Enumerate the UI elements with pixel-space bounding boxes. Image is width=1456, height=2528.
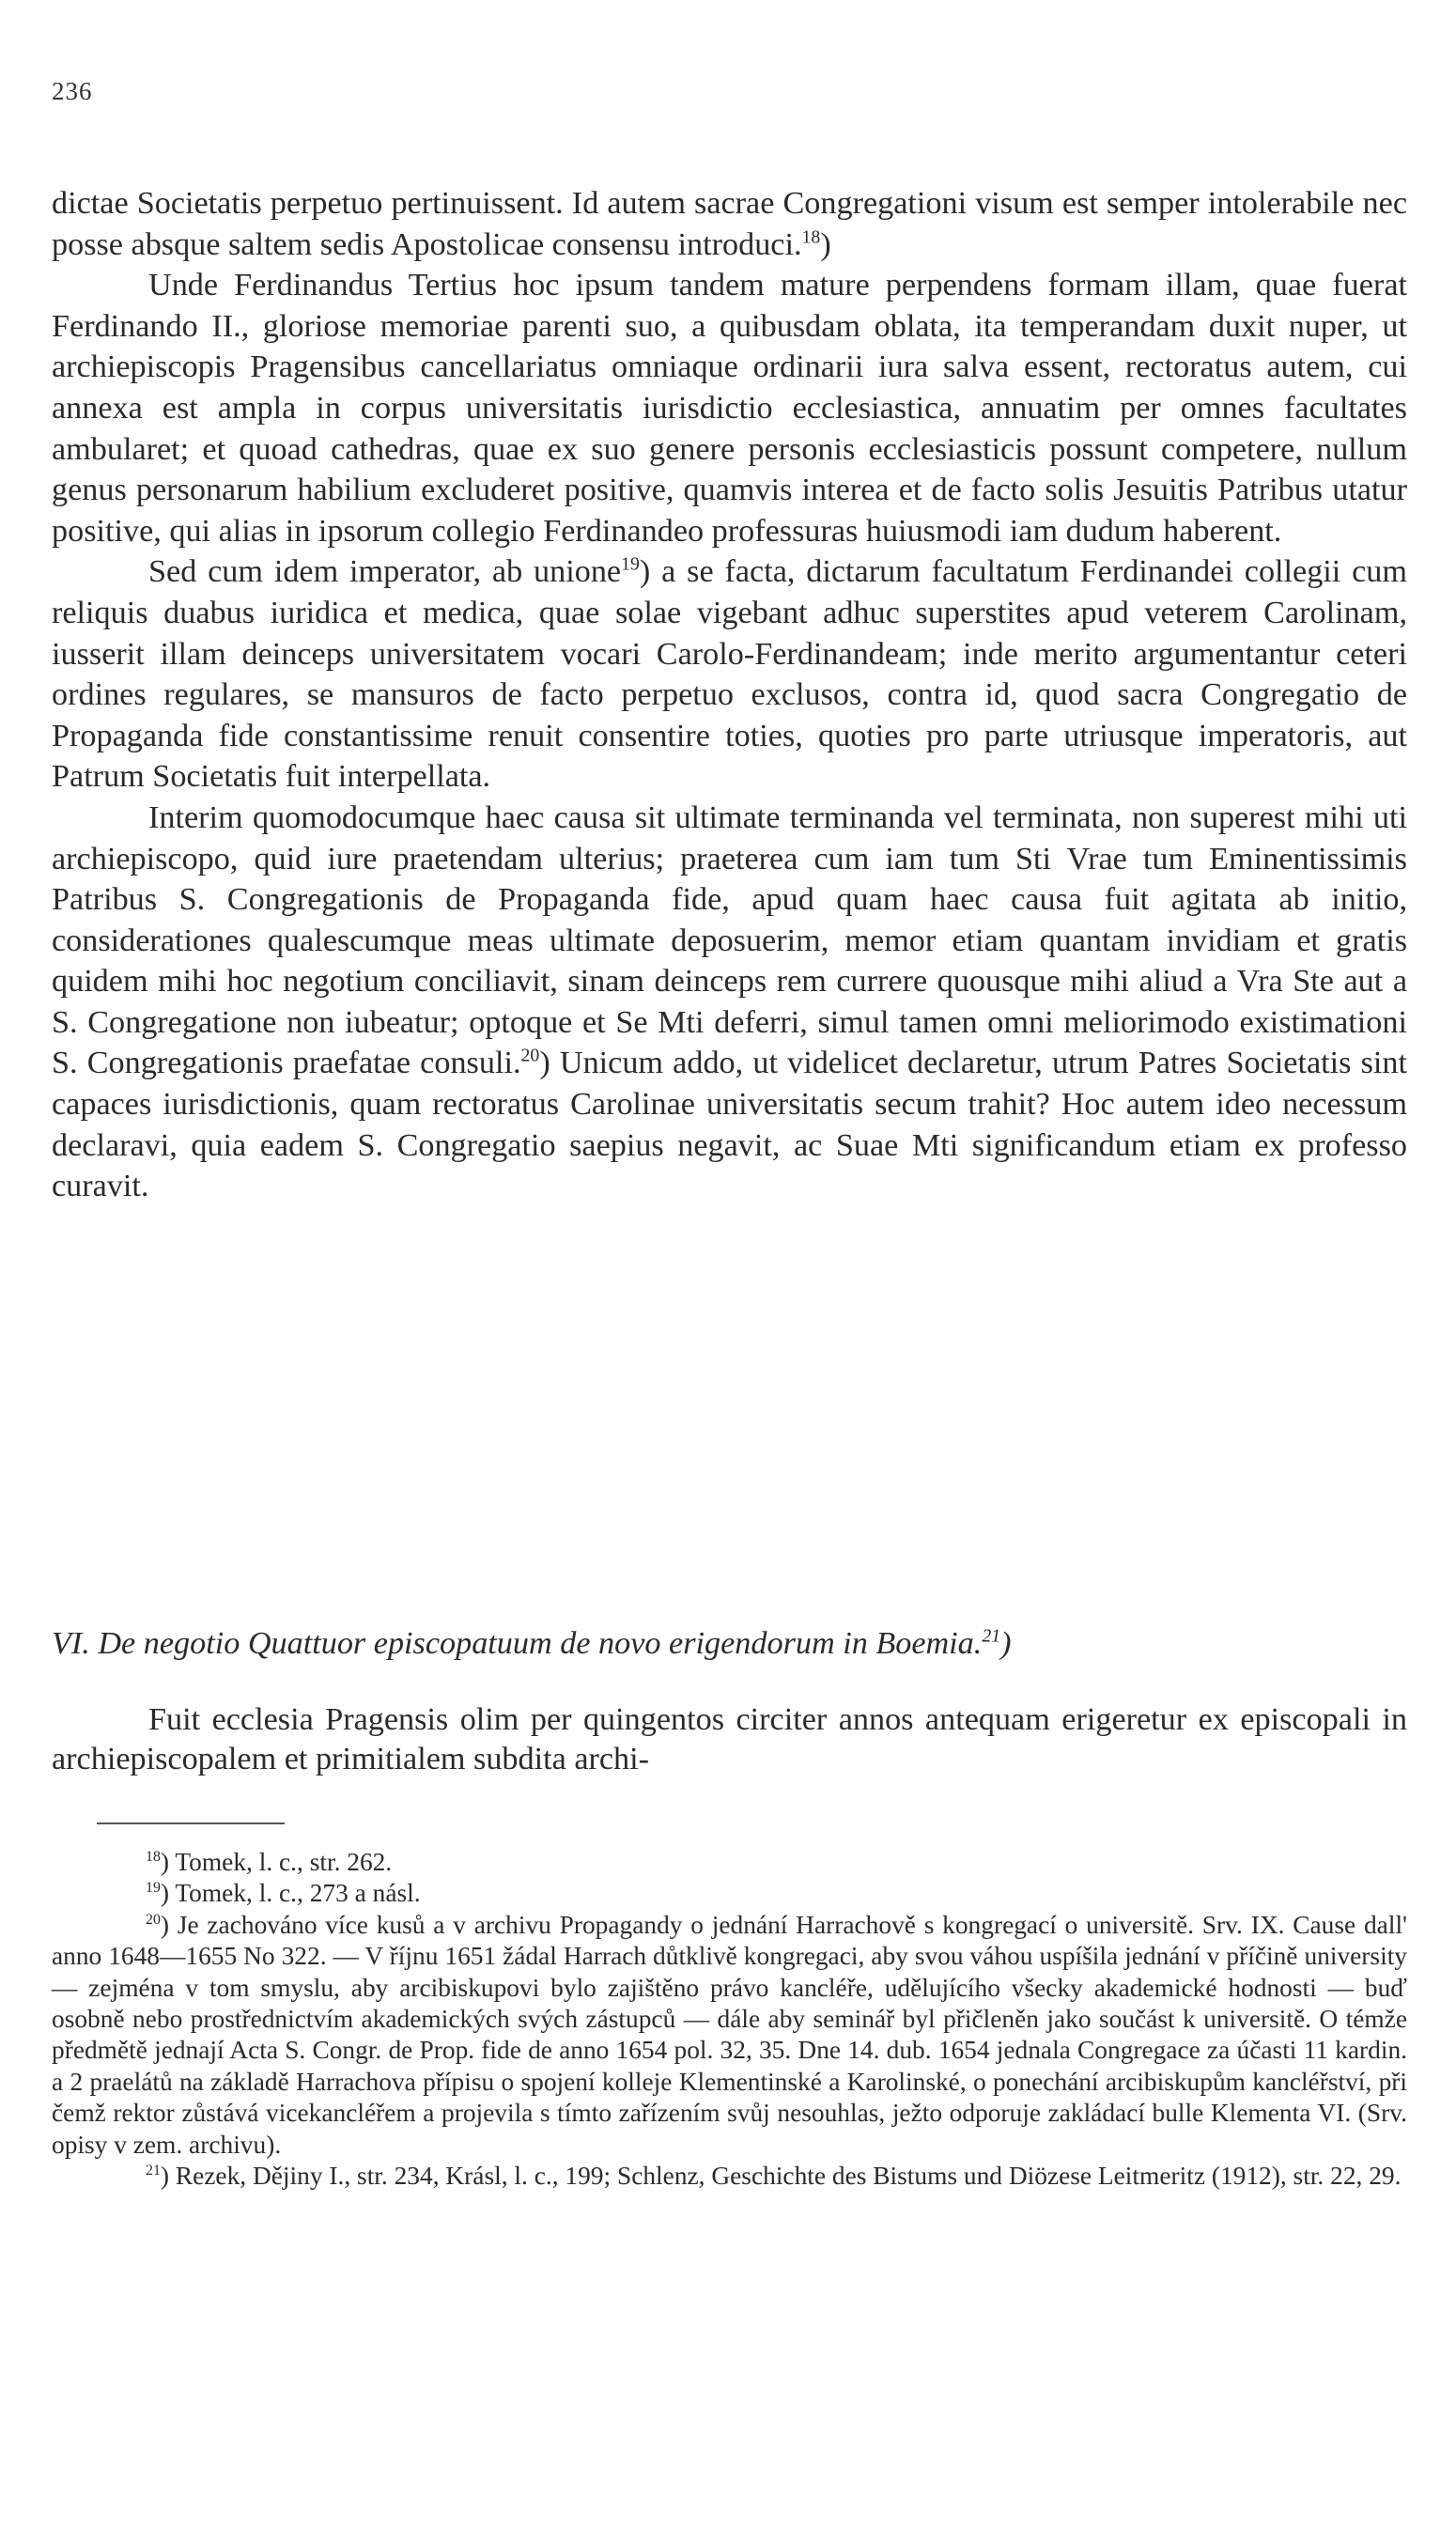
- footnote-19: [52, 1878, 1407, 1909]
- paragraph-1: [52, 183, 1407, 265]
- footnote-text: ) Tomek, l. c., 273 a násl.: [160, 1879, 421, 1908]
- paragraph-2: Unde Ferdinandus Tertius hoc ipsum tandem mature perpendens formam illam, quae fuerat Ferdinando II., gloriose memoriae parenti suo, a quibusdam oblata, ita temperandam duxit nuper, ut archiepiscopis Pragensibus cancellariatus omniaque ordinarii iura salva essent, rectoratus autem, cui annexa est ampla in corpus universitatis iurisdictio ecclesiastica, annuatim per omnes facultates ambularet; et quoad cathedras, quae ex suo genere personis ecclesiasticis possunt competere, nullum genus personarum habilium excluderet positive, quamvis interea et de facto solis Jesuitis Patribus utatur positive, qui alias in ipsorum collegio Ferdinandeo professuras huiusmodi iam dudum haberent.: [52, 268, 1407, 549]
- footnotes: [52, 1847, 1407, 2192]
- footnote-text: ) Rezek, Dějiny I., str. 234, Krásl, l. c., 199; Schlenz, Geschichte des Bistums und Diözese Leitmeritz (1912), str. 22, 29.: [160, 2162, 1402, 2191]
- paragraph-4-text-b: ) Unicum addo, ut videlicet declaretur, utrum Patres Societatis sint capaces iurisdictionis, quam rectoratus Carolinae universitatis secum trahit? Hoc autem ideo necessum declaravi, quia eadem S. Congregatio saepius negavit, ac Suae Mti significandum etiam ex professo curavit.: [52, 1046, 1408, 1204]
- footnote-18: [52, 1847, 1407, 1878]
- footnote-text: ) Tomek, l. c., str. 262.: [160, 1848, 393, 1876]
- footnote-ref-close: ): [820, 226, 831, 262]
- footnote-divider: [97, 1822, 285, 1824]
- footnote-20: [52, 1910, 1407, 2161]
- paragraph-3: [52, 551, 1407, 798]
- footnote-ref-19[interactable]: 19: [621, 553, 640, 575]
- section-heading: [52, 1623, 1407, 1665]
- main-text: [52, 183, 1407, 1207]
- footnote-mark: 19: [146, 1880, 161, 1897]
- paragraph-4-text-a: Interim quomodocumque haec causa sit ultimate terminanda vel terminata, non superest mihi uti archiepiscopo, quid iure praetendam ulterius; praeterea cum iam tum Sti Vrae tum Eminentissimis Patribus S. Congregationis de Propaganda fide, apud quam haec causa fuit agitata ab initio, considerationes qualescumque meas ultimate deposuerim, memor etiam quantam invidiam et gratis quidem mihi hoc negotium conciliavit, sinam deinceps rem currere quousque mihi aliud a Vra Ste aut a S. Congregatione non iubeatur; optoque et Se Mti deferri, simul tamen omni meliorimodo existimationi S. Congregationis praefatae consuli.: [52, 799, 1407, 1081]
- section-heading-close: ): [1000, 1626, 1012, 1661]
- footnote-text: ) Je zachováno více kusů a v archivu Propagandy o jednání Harrachově s kongregací o universitě. Srv. IX. Cause dall' anno 1648—1655 No 322. — V říjnu 1651 žádal Harrach důtklivě kongregaci, aby svou váhou uspíšila jednání v příčině university — zejména v tom smyslu, aby arcibiskupovi bylo zajištěno právo kancléře, udělujícího všecky akademické hodnosti — buď osobně nebo prostřednictvím akademických svých zástupců — dále aby seminář byl přičleněn jako součást k universitě. O témže předmětě jednají Acta S. Congr. de Prop. fide de anno 1654 pol. 32, 35. Dne 14. dub. 1654 jednala Congregace za účasti 11 kardin. a 2 praelátů na základě Harrachova přípisu o spojení kolleje Klementinské a Karolinské, o ponechání arcibiskupům kancléřství, při čemž rektor zůstává vicekancléřem a projevila s tímto zařízením svůj nesouhlas, ježto odporuje zakládací bulle Klementa VI. (Srv. opisy v zem. archivu).: [52, 1910, 1407, 2159]
- paragraph-4: [52, 798, 1407, 1207]
- paragraph-3-text-a: Sed cum idem imperator, ab unione: [148, 554, 622, 590]
- paragraph-3-text-b: ) a se facta, dictarum facultatum Ferdinandei collegii cum reliquis duabus iuridica et medica, quae solae vigebant adhuc superstites apud veterem Carolinam, iusserit illam deinceps universitatem vocari Carolo-Ferdinandeam; inde merito argumentantur ceteri ordines regulares, se mansuros de facto perpetuo exclusos, contra id, quod sacra Congregatio de Propaganda fide constantissime renuit consentire toties, quoties pro parte utriusque imperatoris, aut Patrum Societatis fuit interpellata.: [52, 554, 1407, 795]
- footnote-mark: 18: [146, 1848, 161, 1865]
- footnote-mark: 20: [146, 1911, 161, 1928]
- section-heading-text: VI. De negotio Quattuor episcopatuum de novo erigendorum in Boemia.: [52, 1626, 983, 1661]
- section-paragraph: Fuit ecclesia Pragensis olim per quingentos circiter annos antequam erigeretur ex episcopali in archiepiscopalem et primitialem subdita archi-: [52, 1702, 1407, 1776]
- footnote-mark: 21: [146, 2162, 161, 2179]
- paragraph-1-text: dictae Societatis perpetuo pertinuissent. Id autem sacrae Congregationi visum est semper intolerabile nec posse absque saltem sedis Apostolicae consensu introduci.: [52, 186, 1407, 262]
- footnote-ref-21[interactable]: 21: [982, 1625, 1001, 1647]
- footnote-ref-18[interactable]: 18: [801, 226, 821, 248]
- page-number: 236: [52, 77, 93, 105]
- footnote-21: [52, 2161, 1407, 2192]
- footnote-ref-20[interactable]: 20: [520, 1046, 540, 1067]
